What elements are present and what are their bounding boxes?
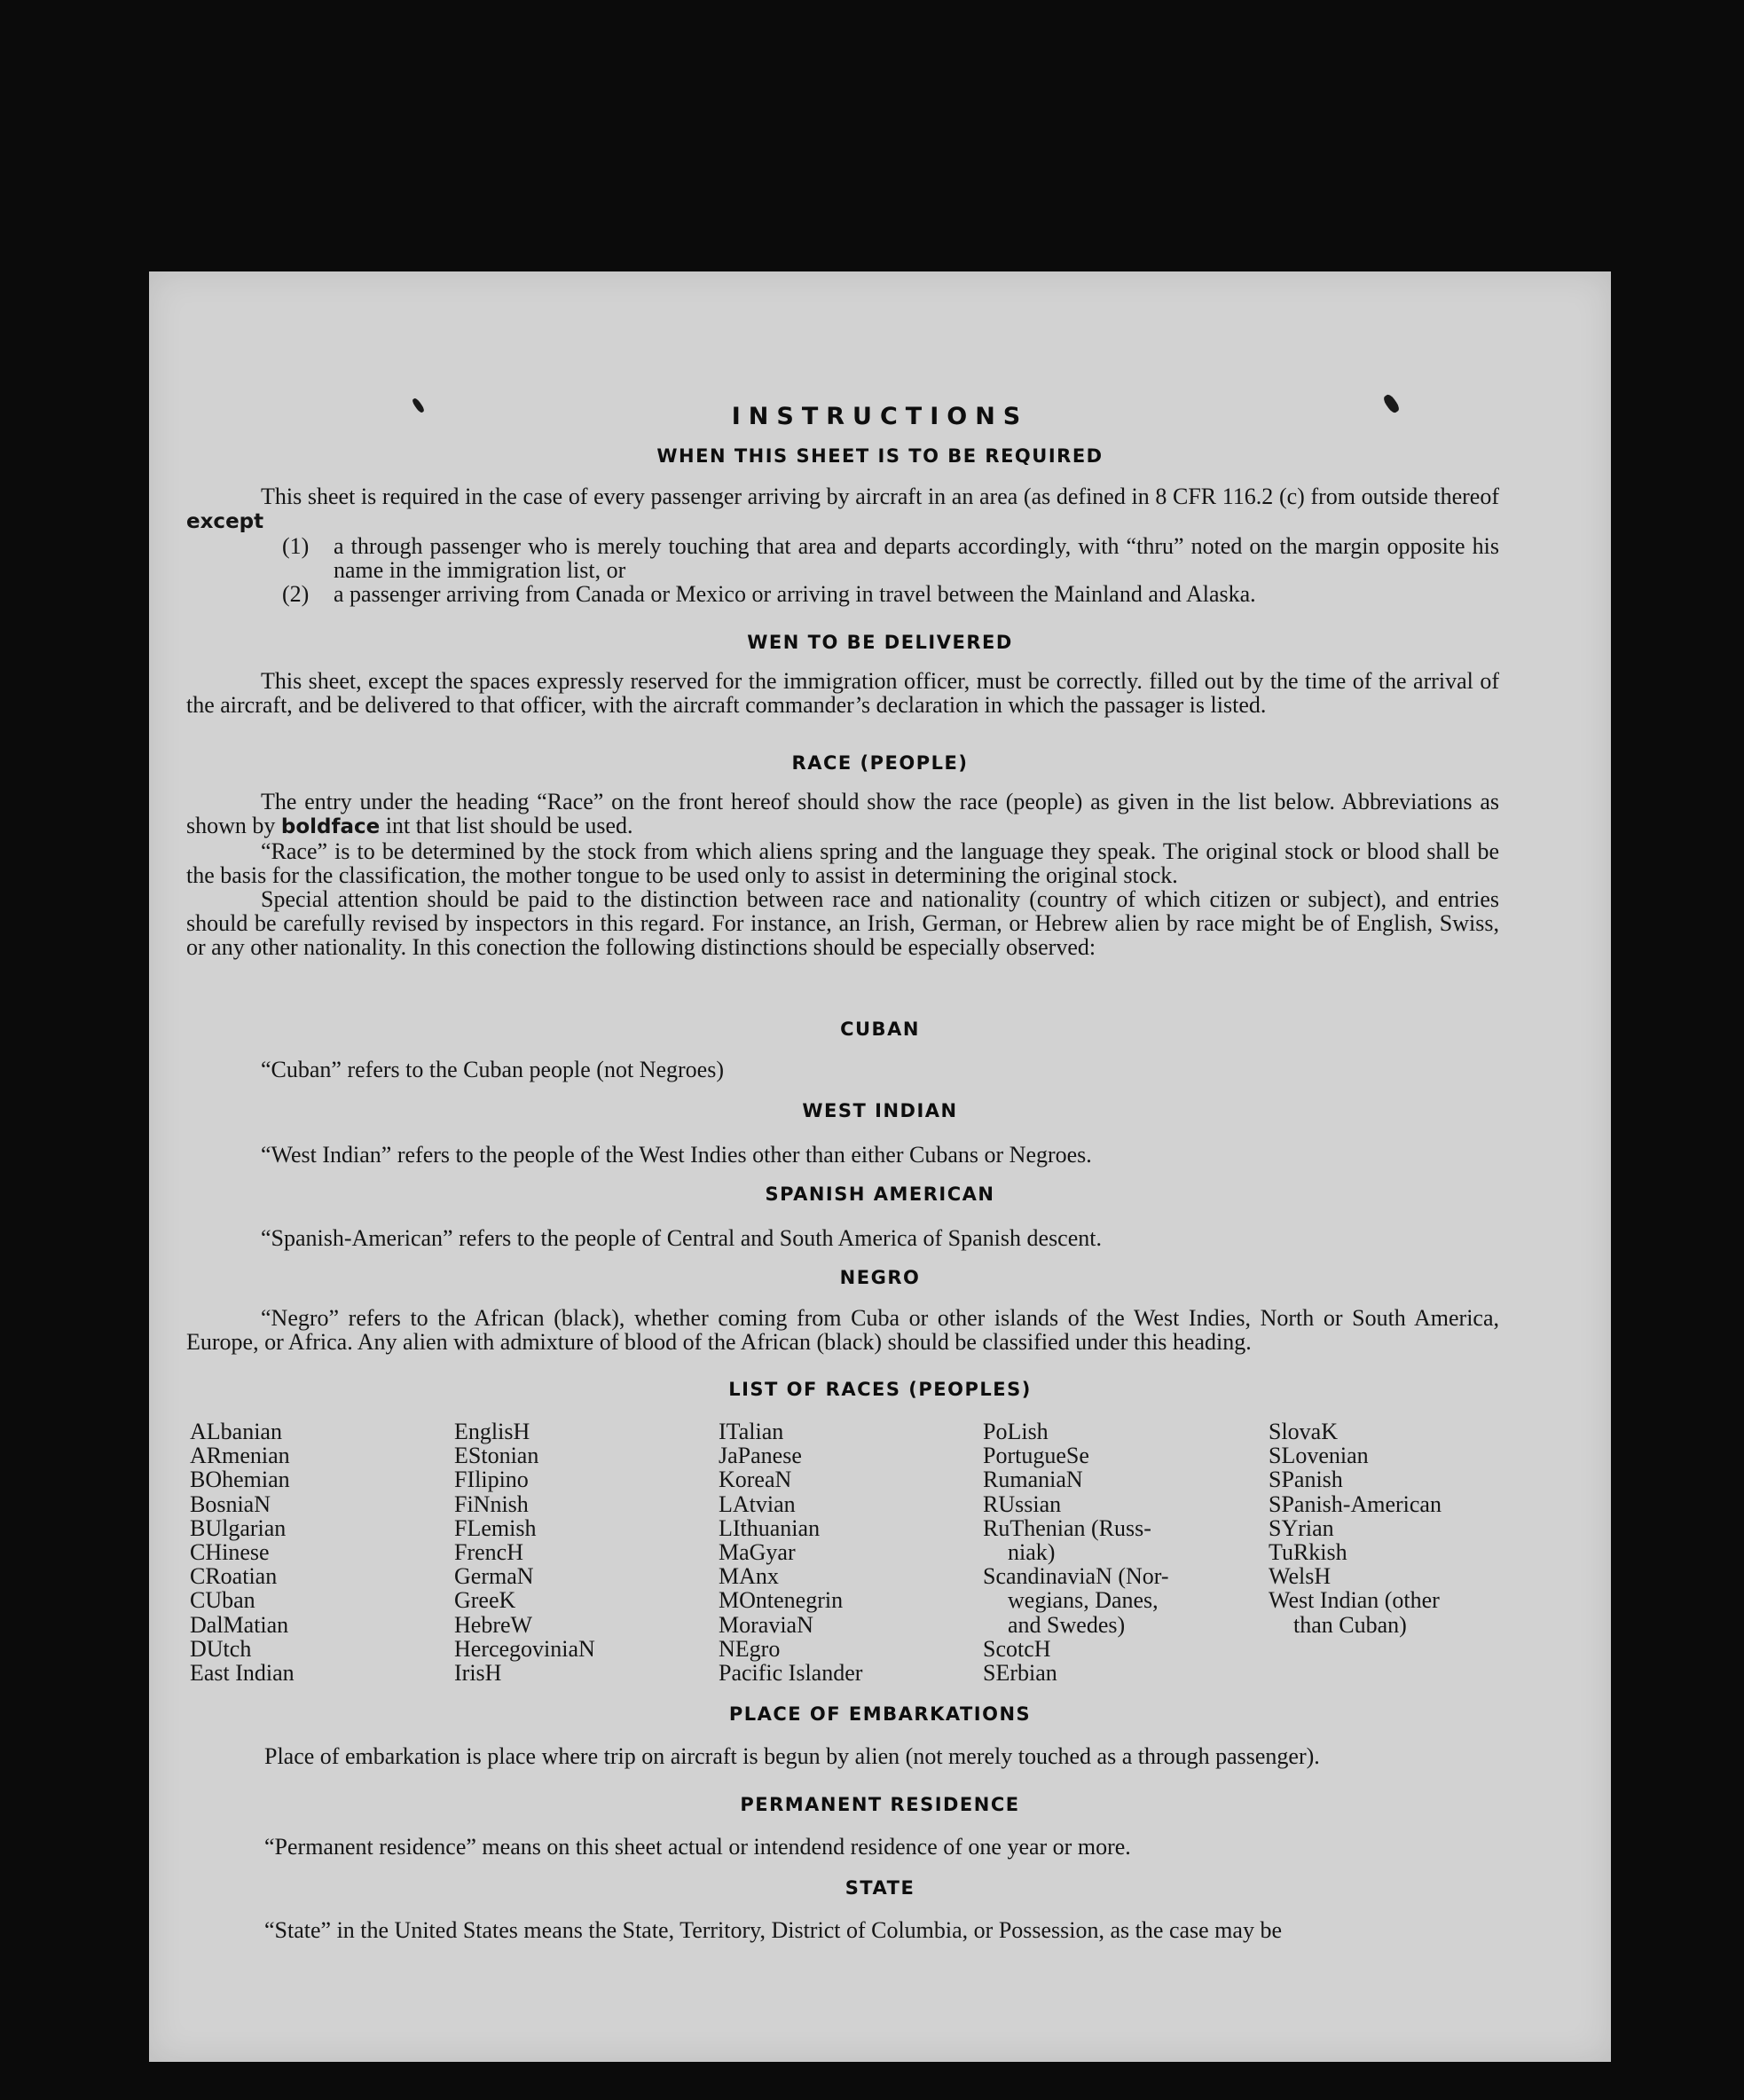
heading-race: RACE (PEOPLE) (791, 752, 969, 774)
race-item: FrencH (454, 1539, 523, 1566)
race-item: RUssian (983, 1490, 1062, 1517)
when-required-section (186, 484, 1499, 606)
race-section (186, 790, 1499, 959)
race-item: TuRkish (1269, 1539, 1347, 1566)
race-item: KoreaN (719, 1467, 792, 1493)
race-item: EnglisH (454, 1419, 530, 1444)
race-item-continued: wegians, Danes, (1008, 1587, 1159, 1614)
heading-state: STATE (845, 1877, 915, 1899)
race-item: CHinese (190, 1539, 270, 1566)
exception-item-2: (2) a passenger arriving from Canada or Mexico or arriving in travel between the Mainland and Alaska. (282, 581, 1256, 607)
race-item: ALbanian (190, 1419, 282, 1444)
race-item: ITalian (719, 1419, 784, 1444)
race-item: RuThenian (Russ- (983, 1514, 1151, 1541)
race-paragraph-2: “Race” is to be determined by the stock from which aliens spring and the language they speak. The original stock or blood shall be the basis for the classification, the mother tongue to be used only to assist in determining the original stock. (186, 838, 1499, 888)
race-item: ScotcH (983, 1635, 1051, 1662)
race-item: FIlipino (454, 1467, 529, 1493)
race-item: JaPanese (719, 1443, 802, 1469)
race-item: RumaniaN (983, 1467, 1083, 1493)
heading-when-required: WHEN THIS SHEET IS TO BE REQUIRED (656, 445, 1104, 467)
race-item: SPanish (1269, 1467, 1343, 1493)
west-indian-text: “West Indian” refers to the people of the West Indies other than either Cubans or Negroes. (261, 1142, 1092, 1168)
race-item: EStonian (454, 1443, 539, 1469)
race-item: CUban (190, 1587, 255, 1614)
race-item-continued: and Swedes) (1008, 1611, 1126, 1638)
race-item: LAtvian (719, 1490, 796, 1517)
heading-spanish-american: SPANISH AMERICAN (765, 1184, 995, 1205)
races-column-5 (1269, 1420, 1442, 1637)
document-title: INSTRUCTIONS (731, 403, 1029, 430)
races-column-3 (719, 1420, 862, 1685)
race-item: CRoatian (190, 1563, 278, 1590)
race-item: MaGyar (719, 1539, 796, 1566)
race-paragraph-3: Special attention should be paid to the distinction between race and nationality (country of which citizen or subject), and entries should be carefully revised by inspectors in this regard. For instance, an Irish, German, or Hebrew alien by race might be of English, Swiss, or any other nationality. In this conection the following distinctions should be especially observed: (186, 886, 1499, 960)
race-item: SlovaK (1269, 1419, 1338, 1444)
race-item: GermaN (454, 1563, 534, 1590)
race-item: MAnx (719, 1563, 779, 1590)
exception-item-1: (1) a through passenger who is merely touching that area and departs accordingly, with “thru” noted on the margin opposite his name in the immigration list, or (282, 533, 1499, 583)
race-item-continued: than Cuban) (1293, 1611, 1407, 1638)
race-item: HebreW (454, 1611, 533, 1638)
race-item: FLemish (454, 1514, 537, 1541)
race-item: BUlgarian (190, 1514, 287, 1541)
race-item: Pacific Islander (719, 1660, 863, 1687)
cuban-text: “Cuban” refers to the Cuban people (not Negroes) (261, 1057, 724, 1082)
boldface-keyword: boldface (280, 815, 381, 838)
heading-when-delivered: WEN TO BE DELIVERED (747, 632, 1013, 653)
race-item: ScandinaviaN (Nor- (983, 1563, 1169, 1590)
heading-permanent-residence: PERMANENT RESIDENCE (740, 1794, 1020, 1815)
races-column-4 (983, 1420, 1169, 1685)
race-item: MOntenegrin (719, 1587, 844, 1614)
race-item: SPanish-American (1269, 1490, 1442, 1517)
race-item: East Indian (190, 1660, 295, 1687)
state-text: “State” in the United States means the State, Territory, District of Columbia, or Possession, as the case may be (264, 1917, 1282, 1943)
heading-negro: NEGRO (839, 1267, 921, 1288)
when-required-intro: This sheet is required in the case of every passenger arriving by aircraft in an area (as defined in 8 CFR 116.2 (c) from outside thereof except (186, 484, 1499, 533)
race-item: WelsH (1269, 1563, 1332, 1590)
races-column-1 (190, 1420, 295, 1685)
race-item: BosniaN (190, 1490, 271, 1517)
race-item: West Indian (other (1269, 1587, 1440, 1614)
race-paragraph-1: The entry under the heading “Race” on the front hereof should show the race (people) as given in the list below. Abbreviations as shown by boldface int that list should be used. (186, 789, 1499, 838)
instruction-sheet (149, 271, 1611, 2062)
race-item: GreeK (454, 1587, 516, 1614)
residence-text: “Permanent residence” means on this sheet actual or intendend residence of one year or more. (264, 1834, 1131, 1860)
heading-list-of-races: LIST OF RACES (PEOPLES) (728, 1379, 1032, 1400)
race-item: HercegoviniaN (454, 1635, 595, 1662)
race-item: DalMatian (190, 1611, 289, 1638)
heading-cuban: CUBAN (840, 1019, 920, 1040)
embarkation-text: Place of embarkation is place where trip on aircraft is begun by alien (not merely touched as a through passenger). (264, 1743, 1320, 1769)
race-item-continued: niak) (1008, 1539, 1056, 1566)
race-item: IrisH (454, 1660, 502, 1687)
races-column-2 (454, 1420, 595, 1685)
race-item: FiNnish (454, 1490, 529, 1517)
race-item: SLovenian (1269, 1443, 1369, 1469)
race-item: SYrian (1269, 1514, 1334, 1541)
heading-embarkation: PLACE OF EMBARKATIONS (728, 1703, 1032, 1725)
race-item: MoraviaN (719, 1611, 813, 1638)
race-item: DUtch (190, 1635, 252, 1662)
race-item: SErbian (983, 1660, 1057, 1687)
race-item: NEgro (719, 1635, 781, 1662)
negro-text: “Negro” refers to the African (black), whether coming from Cuba or other islands of the West Indies, North or South America, Europe, or Africa. Any alien with admixture of blood of the African (black) should be classified under this heading. (186, 1305, 1499, 1355)
heading-west-indian: WEST INDIAN (802, 1100, 958, 1121)
race-item: PoLish (983, 1419, 1049, 1444)
race-item: LIthuanian (719, 1514, 821, 1541)
race-item: PortugueSe (983, 1443, 1089, 1469)
except-keyword: except (186, 510, 264, 533)
spanish-american-text: “Spanish-American” refers to the people of Central and South America of Spanish descent. (261, 1225, 1102, 1251)
when-delivered-text: This sheet, except the spaces expressly reserved for the immigration officer, must be correctly. filled out by the time of the arrival of the aircraft, and be delivered to that officer, with the aircraft commander’s declaration in which the passager is listed. (186, 668, 1499, 718)
race-item: BOhemian (190, 1467, 290, 1493)
race-item: ARmenian (190, 1443, 290, 1469)
